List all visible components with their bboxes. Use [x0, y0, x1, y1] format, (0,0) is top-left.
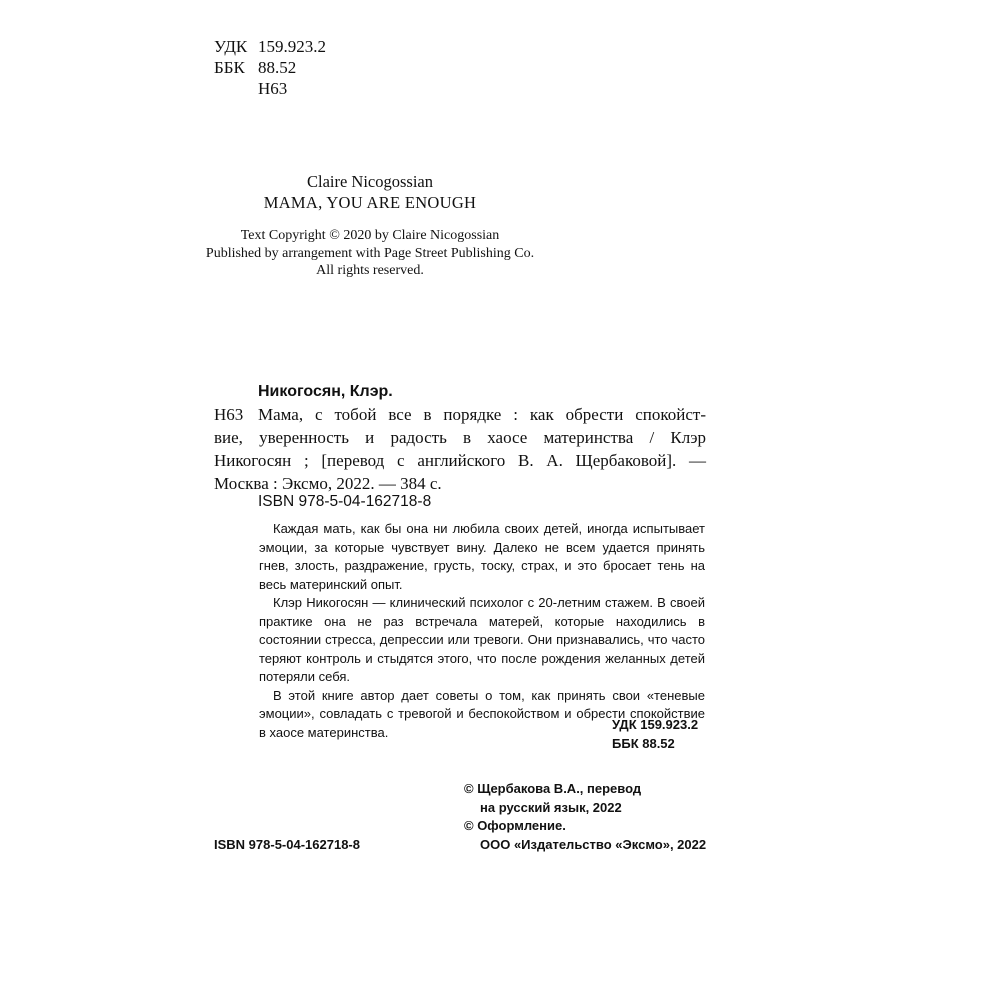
udk-label: УДК — [214, 37, 248, 56]
design-copyright-line1: © Оформление. — [464, 818, 566, 833]
author-mark: Н63 — [258, 79, 288, 98]
record-isbn: ISBN 978-5-04-162718-8 — [258, 493, 432, 510]
translation-copyright-line1: © Щербакова В.А., перевод — [464, 781, 642, 796]
record-line-1: Мама, с тобой все в порядке : как обрести спокойст- — [258, 405, 706, 424]
design-copyright-line2: ООО «Издательство «Эксмо», 2022 — [480, 837, 707, 852]
annotation-paragraph: В этой книге автор дает советы о том, как принять свои «теневые эмоции», совладать с тревогой и беспокойством и обрести спокойствие в хаосе материнства. — [259, 687, 705, 740]
bbk-label: ББК — [214, 58, 245, 77]
annotation — [259, 520, 705, 742]
annotation-paragraph: Клэр Никогосян — клинический психолог с 20-летним стажем. В своей практике она не раз встречала матерей, которые находились в состоянии стресса, депрессии или тревоги. Они признавались, что часто теряют контроль и стыдятся этого, что после рождения желанных детей потеряли себя. — [259, 595, 705, 684]
bbk-line — [214, 57, 296, 79]
footer-bbk: ББК 88.52 — [612, 736, 675, 751]
footer-udk: УДК 159.923.2 — [612, 717, 699, 732]
author-heading: Никогосян, Клэр. — [258, 383, 393, 400]
udk-value: 159.923.2 — [258, 37, 326, 56]
record-line-3: Никогосян ; [перевод с английского В. А. Щербаковой]. — — [214, 451, 706, 470]
record-line-4: Москва : Эксмо, 2022. — 384 с. — [214, 474, 442, 493]
translation-copyright-line2: на русский язык, 2022 — [480, 800, 622, 815]
original-arrangement: Published by arrangement with Page Street Publishing Co. — [205, 246, 535, 261]
original-title: MAMA, YOU ARE ENOUGH — [263, 193, 477, 212]
udk-line — [214, 36, 326, 58]
original-copyright: Text Copyright © 2020 by Claire Nicogossian — [240, 228, 500, 243]
annotation-paragraph: Каждая мать, как бы она ни любила своих детей, иногда испытывает эмоции, за которые чувствует вину. Далеко не всем удается принять гнев, злость, раздражение, грусть, тоску, страх, и это бросает тень на весь материнский опыт. — [259, 521, 705, 592]
record-line-2: вие, уверенность и радость в хаосе материнства / Клэр — [214, 428, 706, 447]
original-rights: All rights reserved. — [316, 263, 424, 278]
original-author: Claire Nicogossian — [306, 172, 433, 191]
record-author-mark: Н63 — [214, 405, 244, 424]
bbk-value: 88.52 — [258, 58, 297, 77]
bottom-isbn: ISBN 978-5-04-162718-8 — [214, 837, 360, 852]
